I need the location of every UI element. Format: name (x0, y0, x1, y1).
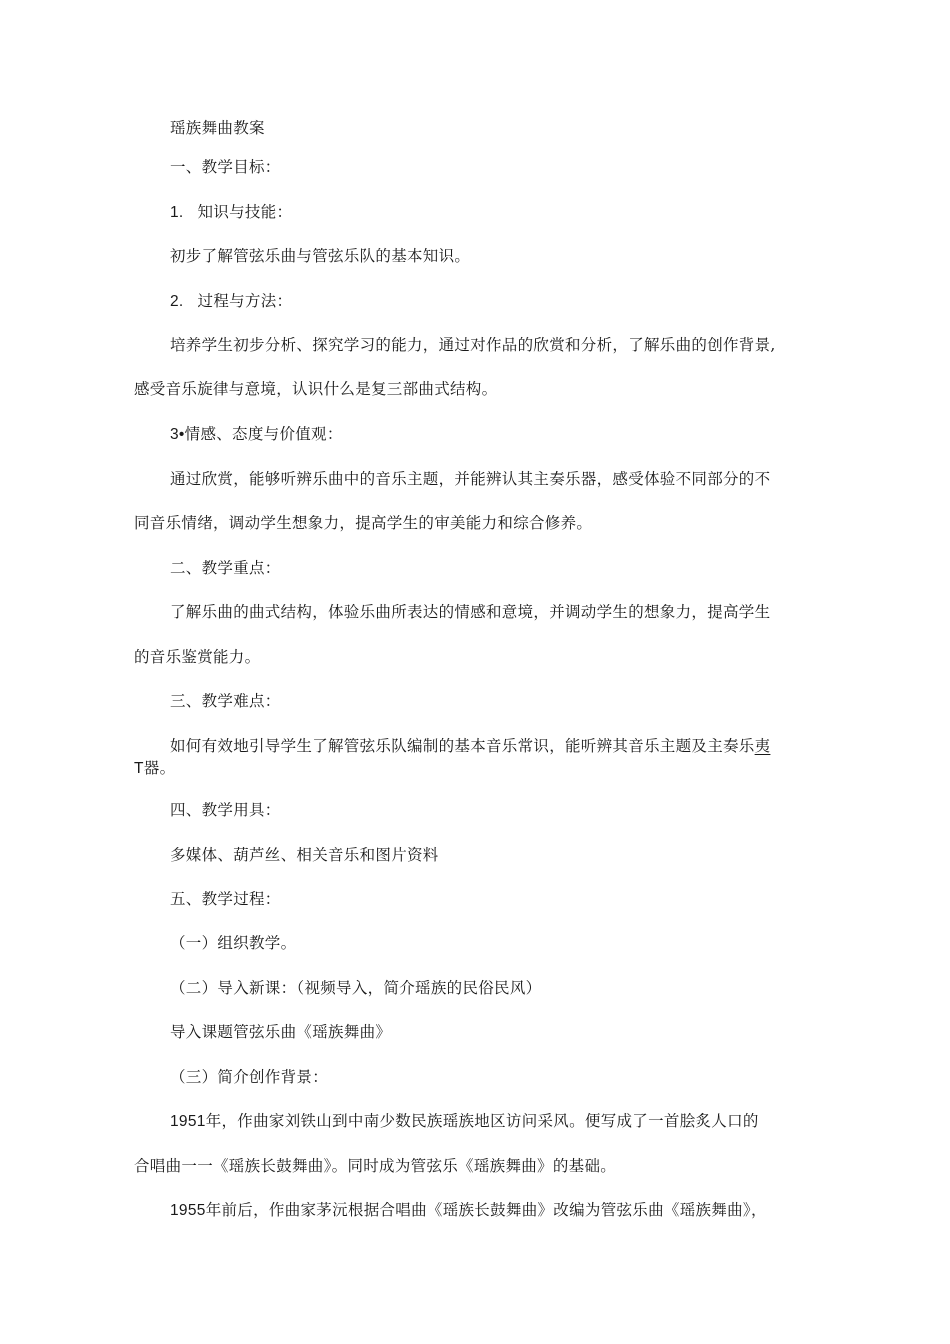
section-heading-difficulties: 三、教学难点： (170, 692, 281, 710)
goal-3-text-line2: 同音乐情绪，调动学生想象力，提高学生的审美能力和综合修养。 (134, 514, 593, 532)
goal-3-heading (170, 424, 343, 445)
difficulties-line1 (170, 736, 770, 756)
difficulties-line1-text: 如何有效地引导学生了解管弦乐队编制的基本音乐常识，能听辨其音乐主题及主奏乐 (170, 737, 755, 755)
background-para2-year: 1955 (170, 1202, 206, 1219)
goal-2-label: 过程与方法： (197, 292, 293, 310)
goal-1-text: 初步了解管弦乐曲与管弦乐队的基本知识。 (170, 247, 471, 265)
goal-3-number: 3• (170, 426, 185, 443)
goal-1-heading (170, 202, 292, 223)
goal-1-label: 知识与技能： (197, 203, 293, 221)
difficulties-line2-text: 器。 (143, 759, 176, 777)
goal-2-number: 2. (170, 293, 184, 310)
tools-text: 多媒体、葫芦丝、相关音乐和图片资料 (170, 846, 439, 864)
goal-2-text-line1: 培养学生初步分析、探究学习的能力，通过对作品的欣赏和分析，了解乐曲的创作背景, (170, 336, 776, 354)
background-para1-year: 1951 (170, 1113, 206, 1130)
goal-2-heading (170, 291, 292, 312)
difficulties-line1-tail: 夷 (754, 737, 771, 755)
section-heading-process: 五、教学过程： (170, 890, 281, 908)
goal-3-text-line1: 通过欣赏，能够听辨乐曲中的音乐主题，并能辨认其主奏乐器，感受体验不同部分的不 (170, 470, 771, 488)
difficulties-line2-letter: T (134, 760, 144, 777)
document-title: 瑶族舞曲教案 (170, 119, 265, 137)
background-para1-line1 (170, 1111, 759, 1132)
background-para1-line2: 合唱曲一一《瑶族长鼓舞曲》。同时成为管弦乐《瑶族舞曲》的基础。 (134, 1157, 617, 1175)
key-points-line2: 的音乐鉴赏能力。 (134, 648, 261, 666)
goal-3-label: 情感、态度与价值观： (184, 425, 343, 443)
section-heading-tools: 四、教学用具： (170, 801, 281, 819)
key-points-line1: 了解乐曲的曲式结构，体验乐曲所表达的情感和意境，并调动学生的想象力，提高学生 (170, 603, 771, 621)
background-para1-text: 年，作曲家刘铁山到中南少数民族瑶族地区访问采风。便写成了一首脍炙人口的 (205, 1112, 759, 1130)
difficulties-line2 (134, 758, 175, 779)
section-heading-key-points: 二、教学重点： (170, 559, 281, 577)
process-step-2-text: 导入课题管弦乐曲《瑶族舞曲》 (170, 1023, 392, 1041)
process-step-2: （二）导入新课：（视频导入，简介瑶族的民俗民风） (170, 979, 542, 997)
background-para2-text: 年前后，作曲家茅沅根据合唱曲《瑶族长鼓舞曲》改编为管弦乐曲《瑶族舞曲》， (205, 1201, 767, 1219)
goal-2-text-line2: 感受音乐旋律与意境，认识什么是复三部曲式结构。 (134, 380, 498, 398)
goal-1-number: 1. (170, 204, 184, 221)
process-step-1: （一）组织教学。 (170, 934, 297, 952)
background-para2-line1 (170, 1200, 767, 1221)
process-step-3: （三）简介创作背景： (170, 1068, 329, 1086)
section-heading-goals: 一、教学目标： (170, 158, 281, 176)
